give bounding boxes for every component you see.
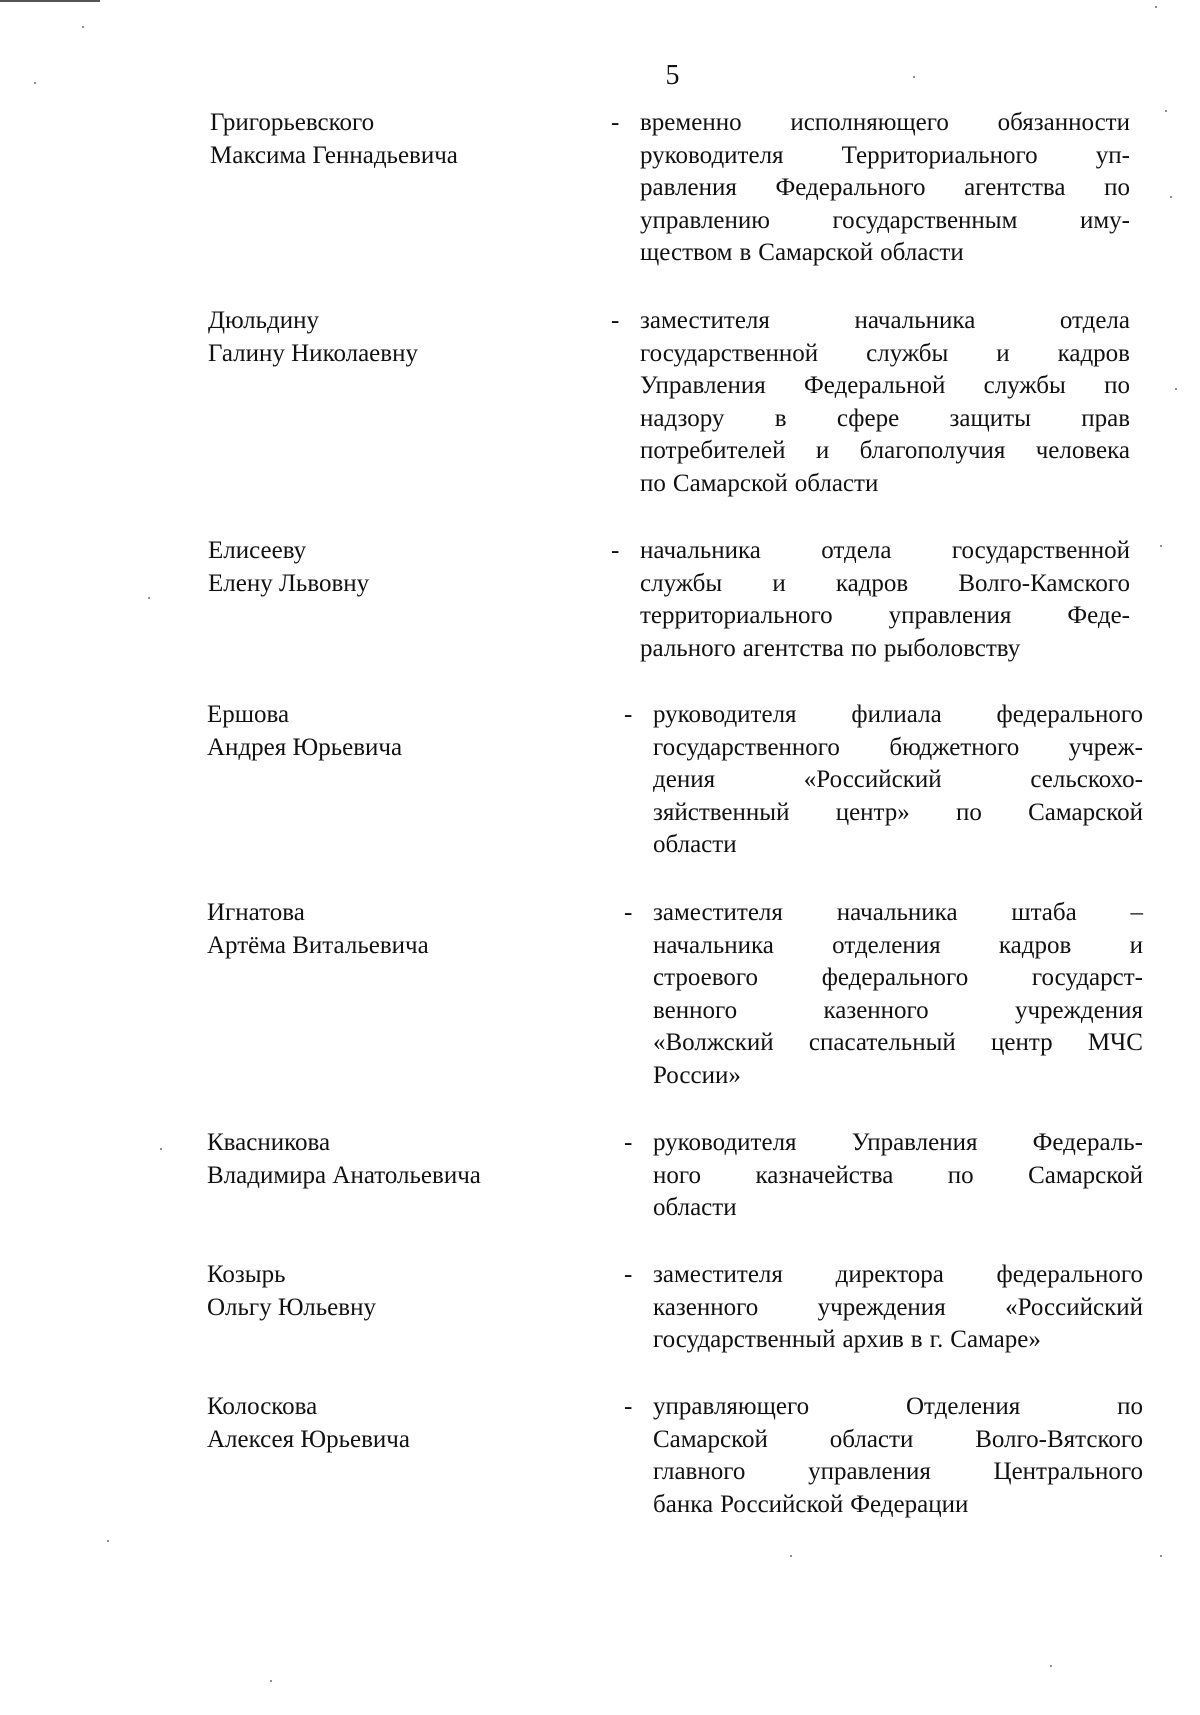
description-word: по	[851, 634, 877, 662]
description-word: по	[640, 469, 666, 497]
description-word: управляющего	[653, 1393, 810, 1420]
description-word: и	[815, 437, 830, 464]
description-word: штаба	[1011, 899, 1077, 926]
description-line	[640, 305, 1130, 338]
description-word: территориального	[640, 602, 833, 629]
description-word: управления	[888, 602, 1012, 629]
person-given-names: Елену Львовну	[208, 569, 370, 597]
description-word: иму-	[1079, 206, 1130, 234]
description-word: рыболовству	[883, 634, 1021, 662]
description-word: Самарской	[653, 1425, 768, 1453]
person-given-names: Артёма Витальевича	[207, 931, 429, 959]
description-line	[653, 1127, 1143, 1160]
description-word: по	[956, 798, 982, 826]
description-word: заместителя	[653, 1261, 783, 1288]
description-word: руководителя	[640, 141, 784, 169]
scan-speck	[1050, 1665, 1052, 1667]
description-word: прав	[1081, 404, 1130, 432]
scan-speck	[107, 1540, 109, 1542]
description-word: службы	[640, 569, 723, 597]
description-line	[653, 1259, 1143, 1292]
description-word: учреждения	[1014, 996, 1143, 1024]
position-description	[640, 107, 1130, 270]
description-word: ного	[653, 1161, 702, 1189]
person-name	[210, 107, 458, 172]
position-description	[653, 1391, 1143, 1521]
description-word: ществом	[640, 239, 733, 266]
person-given-names: Владимира Анатольевича	[207, 1161, 481, 1189]
person-given-names: Андрея Юрьевича	[207, 733, 403, 761]
scan-speck	[1160, 545, 1162, 547]
description-word: заместителя	[640, 307, 770, 334]
description-word: отдела	[1059, 307, 1130, 334]
description-line	[640, 633, 1130, 666]
description-word: начальника	[836, 899, 958, 926]
description-word: по	[947, 1161, 974, 1189]
person-surname: Колоскова	[207, 1393, 318, 1420]
person-surname: Ершова	[207, 701, 290, 728]
person-surname: Елисееву	[208, 537, 307, 564]
description-word: начальника	[640, 537, 761, 564]
description-word: и	[1129, 931, 1143, 959]
person-name	[208, 535, 369, 600]
description-line	[653, 962, 1143, 995]
scan-speck	[82, 26, 84, 28]
description-word: и	[772, 569, 786, 597]
description-word: временно	[640, 109, 742, 136]
scan-speck	[790, 1555, 792, 1557]
scan-speck	[270, 1680, 272, 1682]
description-word: сфере	[836, 404, 900, 432]
person-name	[208, 305, 418, 370]
description-word: «Российский	[1005, 1293, 1143, 1321]
page-number: 5	[665, 60, 680, 91]
description-word: спасательный	[808, 1029, 956, 1056]
description-word: «Российский	[803, 766, 942, 793]
description-word: Центрального	[993, 1458, 1143, 1485]
description-word: по	[1104, 372, 1130, 399]
description-word: Федерального	[775, 174, 926, 201]
scan-speck	[1175, 388, 1177, 390]
description-line	[640, 370, 1130, 403]
scan-speck	[1155, 6, 1157, 8]
description-word: центр	[991, 1029, 1053, 1056]
description-line	[640, 535, 1130, 568]
description-line	[653, 764, 1143, 797]
description-word: отделения	[832, 931, 941, 959]
description-line	[653, 1027, 1143, 1060]
description-word: уп-	[1095, 141, 1130, 169]
position-description	[653, 897, 1143, 1092]
description-word: государственным	[832, 206, 1018, 234]
person-name	[207, 1391, 410, 1456]
entry-dash: -	[624, 1393, 633, 1420]
description-line	[640, 205, 1130, 238]
person-surname: Дюльдину	[208, 307, 319, 334]
scan-speck	[148, 597, 150, 599]
description-line	[653, 1424, 1143, 1457]
description-word: федерального	[996, 1261, 1143, 1288]
description-line	[640, 568, 1130, 601]
person-name	[207, 699, 402, 764]
description-word: исполняющего	[790, 109, 949, 136]
description-word: государственный	[653, 1326, 836, 1353]
description-word: государственного	[653, 733, 840, 761]
description-word: казначейства	[755, 1161, 894, 1189]
person-name	[207, 897, 429, 962]
description-word: Федерации	[850, 1490, 969, 1518]
description-word: федерального	[821, 964, 969, 991]
description-word: дения	[653, 766, 716, 793]
description-word: кадров	[998, 931, 1072, 959]
description-line	[653, 1489, 1143, 1522]
person-name	[207, 1127, 481, 1192]
entry-dash: -	[624, 1261, 633, 1288]
description-word: Самаре»	[950, 1326, 1041, 1353]
description-word: управлению	[640, 206, 770, 234]
description-word: и	[996, 339, 1010, 367]
description-line	[653, 1391, 1143, 1424]
description-word: службы	[983, 372, 1066, 399]
description-line	[640, 468, 1130, 501]
description-line	[653, 699, 1143, 732]
description-word: службы	[866, 339, 949, 367]
description-word: венного	[653, 996, 738, 1024]
description-word: государственной	[951, 537, 1130, 564]
description-line	[653, 930, 1143, 963]
description-word: Самарской	[672, 469, 788, 497]
description-word: кадров	[835, 569, 909, 597]
position-description	[640, 535, 1130, 665]
description-word: начальника	[854, 307, 976, 334]
description-word: банка	[653, 1490, 714, 1518]
entry-dash: -	[611, 537, 620, 564]
description-word: Российской	[720, 1490, 844, 1518]
description-word: человека	[1035, 437, 1130, 464]
description-line	[653, 1456, 1143, 1489]
description-line	[640, 237, 1130, 270]
description-line	[653, 1324, 1143, 1357]
description-word: Феде-	[1067, 602, 1130, 629]
description-word: обязанности	[997, 109, 1130, 136]
scan-speck	[1165, 110, 1167, 112]
description-word: филиала	[851, 701, 942, 728]
description-word: учреж-	[1068, 733, 1143, 761]
scan-speck	[160, 1148, 162, 1150]
scan-edge-mark	[0, 0, 100, 2]
entry-dash: -	[624, 899, 633, 926]
description-line	[653, 1292, 1143, 1325]
description-word: Управления	[640, 372, 766, 399]
description-word: по	[1104, 174, 1130, 201]
description-word: архив	[842, 1326, 904, 1353]
person-surname: Козырь	[207, 1261, 286, 1288]
description-word: учреждения	[817, 1293, 946, 1321]
description-word: –	[1130, 899, 1143, 926]
description-line	[640, 403, 1130, 436]
description-line	[653, 797, 1143, 830]
description-word: государственной	[640, 339, 819, 367]
person-surname: Игнатова	[207, 899, 305, 926]
description-word: главного	[653, 1458, 746, 1485]
description-word: начальника	[653, 931, 774, 959]
description-line	[640, 435, 1130, 468]
description-word: в	[739, 239, 752, 266]
person-surname: Григорьевского	[210, 109, 375, 136]
description-word: Отделения	[905, 1393, 1021, 1420]
description-word: Территориального	[841, 141, 1038, 169]
description-word: агентства	[742, 634, 845, 662]
description-word: по	[1117, 1393, 1143, 1420]
description-word: Самарской	[1028, 1161, 1143, 1189]
description-word: надзору	[640, 404, 725, 432]
description-word: директора	[835, 1261, 944, 1288]
entry-dash: -	[611, 109, 620, 136]
description-word: зяйственный	[653, 798, 790, 826]
description-line	[640, 140, 1130, 173]
description-word: Федераль-	[1032, 1129, 1143, 1156]
description-word: области	[653, 831, 737, 858]
description-line	[653, 1060, 1143, 1093]
description-word: управления	[808, 1458, 931, 1485]
description-word: бюджетного	[889, 733, 1020, 761]
description-word: области	[829, 1425, 914, 1453]
description-word: МЧС	[1087, 1029, 1143, 1056]
scan-speck	[913, 76, 915, 78]
description-word: строевого	[653, 964, 758, 991]
description-word: равления	[640, 174, 737, 201]
description-word: сельскохо-	[1030, 766, 1143, 793]
position-description	[640, 305, 1130, 500]
description-word: центр»	[835, 798, 910, 826]
description-word: области	[794, 469, 879, 497]
description-line	[640, 338, 1130, 371]
description-word: Самарской	[758, 239, 874, 266]
description-word: Волго-Вятского	[975, 1425, 1143, 1453]
position-description	[653, 1127, 1143, 1225]
position-description	[653, 1259, 1143, 1357]
person-name	[207, 1259, 376, 1324]
description-word: защиты	[949, 404, 1031, 432]
entry-dash: -	[611, 307, 620, 334]
description-word: заместителя	[653, 899, 783, 926]
description-word: г.	[929, 1326, 944, 1353]
description-word: Волго-Камского	[958, 569, 1130, 597]
scan-speck	[1170, 196, 1172, 198]
description-word: благополучия	[859, 437, 1006, 464]
description-line	[653, 1160, 1143, 1193]
description-line	[653, 995, 1143, 1028]
scan-speck	[34, 82, 36, 84]
position-description	[653, 699, 1143, 862]
description-word: федерального	[996, 701, 1143, 728]
description-line	[640, 172, 1130, 205]
person-given-names: Ольгу Юльевну	[207, 1293, 376, 1321]
description-word: казенного	[653, 1293, 759, 1321]
description-word: кадров	[1057, 339, 1130, 367]
person-given-names: Алексея Юрьевича	[207, 1425, 410, 1453]
description-line	[653, 732, 1143, 765]
description-word: в	[774, 404, 787, 432]
description-word: рального	[640, 634, 736, 662]
description-word: области	[880, 239, 964, 266]
description-line	[653, 829, 1143, 862]
entry-dash: -	[624, 1129, 633, 1156]
description-word: Управления	[851, 1129, 978, 1156]
description-line	[653, 1192, 1143, 1225]
description-word: России»	[653, 1061, 741, 1089]
person-given-names: Максима Геннадьевича	[210, 141, 458, 169]
description-word: агентства	[964, 174, 1066, 201]
description-word: в	[910, 1326, 923, 1353]
description-word: руководителя	[653, 701, 797, 728]
description-word: отдела	[821, 537, 892, 564]
description-word: области	[653, 1194, 737, 1221]
description-word: руководителя	[653, 1129, 797, 1156]
description-line	[640, 107, 1130, 140]
description-word: потребителей	[640, 437, 786, 464]
entry-dash: -	[624, 701, 633, 728]
description-line	[640, 600, 1130, 633]
scan-speck	[1160, 1555, 1162, 1557]
person-surname: Квасникова	[207, 1129, 331, 1156]
person-given-names: Галину Николаевну	[208, 339, 418, 367]
description-line	[653, 897, 1143, 930]
description-word: Самарской	[1028, 798, 1143, 826]
description-word: казенного	[823, 996, 929, 1024]
description-word: «Волжский	[653, 1029, 774, 1056]
description-word: государст-	[1031, 964, 1143, 991]
description-word: Федеральной	[804, 372, 946, 399]
